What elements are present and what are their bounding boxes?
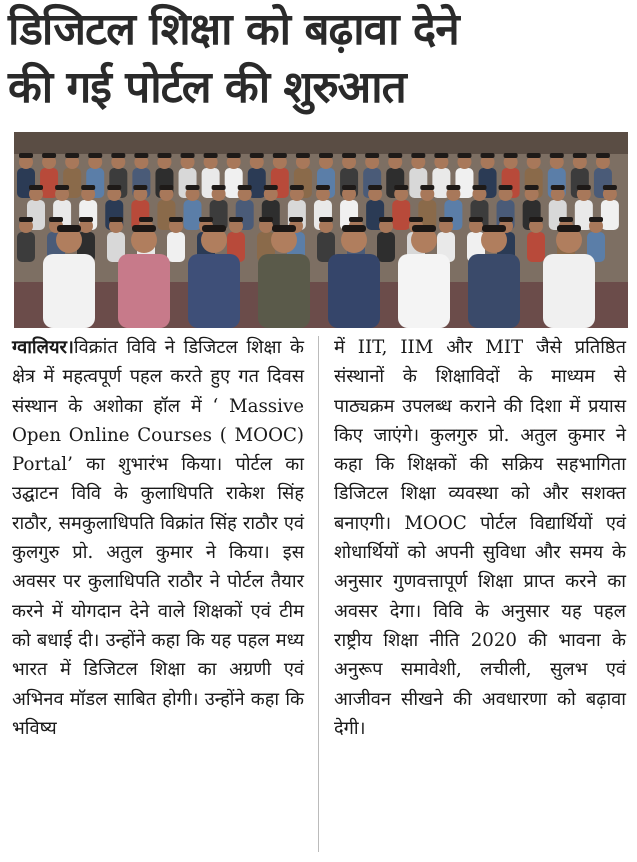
person-hair [525,185,539,190]
person-hair [29,185,43,190]
person-hair [133,185,147,190]
guest-body [188,254,240,328]
person-hair [379,217,393,222]
person-hair [365,153,379,158]
person-hair [111,153,125,158]
person-hair [446,185,460,190]
person-hair [139,217,153,222]
person-hair [434,153,448,158]
guest-hair [482,225,506,232]
person-hair [551,185,565,190]
person-hair [289,217,303,222]
person-hair [296,153,310,158]
person-hair [238,185,252,190]
person-hair [589,217,603,222]
guest-body [398,254,450,328]
person-hair [227,153,241,158]
person-hair [290,185,304,190]
article-column-left [12,333,304,743]
guest-hair [57,225,81,232]
article-paragraph-left [12,333,304,743]
person-hair [199,217,213,222]
article-column-right [334,333,626,743]
person-hair [109,217,123,222]
guest-hair [202,225,226,232]
person-body [392,200,410,230]
person-hair [504,153,518,158]
guest-hair [132,225,156,232]
person-hair [481,153,495,158]
person-hair [19,217,33,222]
person-hair [472,185,486,190]
person-hair [559,217,573,222]
guest-body [328,254,380,328]
person-hair [527,153,541,158]
person-hair [134,153,148,158]
person-hair [499,185,513,190]
person-hair [394,185,408,190]
person-hair [420,185,434,190]
person-body [184,200,202,230]
person-hair [342,153,356,158]
person-hair [19,153,33,158]
guest-hair [342,225,366,232]
person-hair [388,153,402,158]
group-photo [14,132,628,328]
person-hair [499,217,513,222]
person-hair [596,153,610,158]
person-hair [577,185,591,190]
headline-line-1: डिजिटल शिक्षा को बढ़ावा देने [8,4,459,55]
person-hair [439,217,453,222]
guest-hair [272,225,296,232]
person-hair [65,153,79,158]
group-photo-icon [14,132,628,328]
article-body-right: में IIT, IIM और MIT जैसे प्रतिष्ठित संस्थानों के शिक्षाविदों के माध्यम से पाठ्यक्रम उपलब्ध कराने की दिशा में प्रयास किए जाएंगे। कुलगुरु प्रो. अतुल कुमार ने कहा कि शिक्षकों की सक्रिय सहभागिता डिजिटल शिक्षा व्यवस्था को और सशक्त बनाएगी। MOOC पोर्टल विद्यार्थियों एवं शोधार्थियों को अपनी सुविधा और समय के अनुसार गुणवत्तापूर्ण शिक्षा प्राप्त करने का अवसर देगा। विवि के अनुसार यह पहल राष्ट्रीय शिक्षा नीति 2020 की भावना के अनुरूप समावेशी, लचीली, सुलभ एवं आजीवन सीखने की अवधारणा को बढ़ावा देगी। [334,337,626,739]
person-hair [573,153,587,158]
guest-body [258,254,310,328]
person-hair [186,185,200,190]
person-hair [250,153,264,158]
person-hair [55,185,69,190]
person-hair [181,153,195,158]
person-hair [169,217,183,222]
person-hair [409,217,423,222]
guest-body [543,254,595,328]
person-hair [469,217,483,222]
article-dateline: ग्वालियर। [12,337,74,358]
person-hair [157,153,171,158]
person-hair [264,185,278,190]
guest-body [118,254,170,328]
person-hair [368,185,382,190]
article-body-left: विक्रांत विवि ने डिजिटल शिक्षा के क्षेत्र में महत्वपूर्ण पहल करते हुए गत दिवस संस्थान के अशोका हॉल में ‘ Massive Open Online Courses ( MOOC) Portal’ का शुभारंभ किया। पोर्टल का उद्घाटन विवि के कुलाधिपति राकेश सिंह राठौर, समकुलाधिपति विक्रांत सिंह राठौर एवं कुलगुरु प्रो. अतुल कुमार ने किया। इस अवसर पर कुलाधिपति राठौर ने पोर्टल तैयार करने में योगदान देने वाले शिक्षकों एवं टीम को बधाई दी। उन्होंने कहा कि यह पहल मध्य भारत में डिजिटल शिक्षा का अग्रणी एवं अभिनव मॉडल साबित होगी। उन्होंने कहा कि भविष्य [12,337,304,739]
person-hair [212,185,226,190]
person-hair [411,153,425,158]
person-hair [273,153,287,158]
person-body [601,200,619,230]
guest-hair [557,225,581,232]
person-hair [79,217,93,222]
person-hair [316,185,330,190]
seat-row [14,282,628,328]
person-hair [550,153,564,158]
person-hair [457,153,471,158]
person-hair [159,185,173,190]
hall-ceiling [14,132,628,154]
person-hair [319,153,333,158]
person-hair [319,217,333,222]
guest-body [43,254,95,328]
person-hair [529,217,543,222]
person-body [377,232,395,262]
person-hair [42,153,56,158]
person-hair [603,185,617,190]
person-hair [229,217,243,222]
person-hair [49,217,63,222]
guest-hair [412,225,436,232]
person-hair [204,153,218,158]
person-hair [342,185,356,190]
person-hair [107,185,121,190]
person-hair [88,153,102,158]
person-hair [259,217,273,222]
person-body [527,232,545,262]
person-hair [81,185,95,190]
person-body [17,232,35,262]
person-hair [349,217,363,222]
headline-line-2: की गई पोर्टल की शुरुआत [8,62,406,113]
column-divider [318,336,319,852]
guest-body [468,254,520,328]
person-body [167,232,185,262]
